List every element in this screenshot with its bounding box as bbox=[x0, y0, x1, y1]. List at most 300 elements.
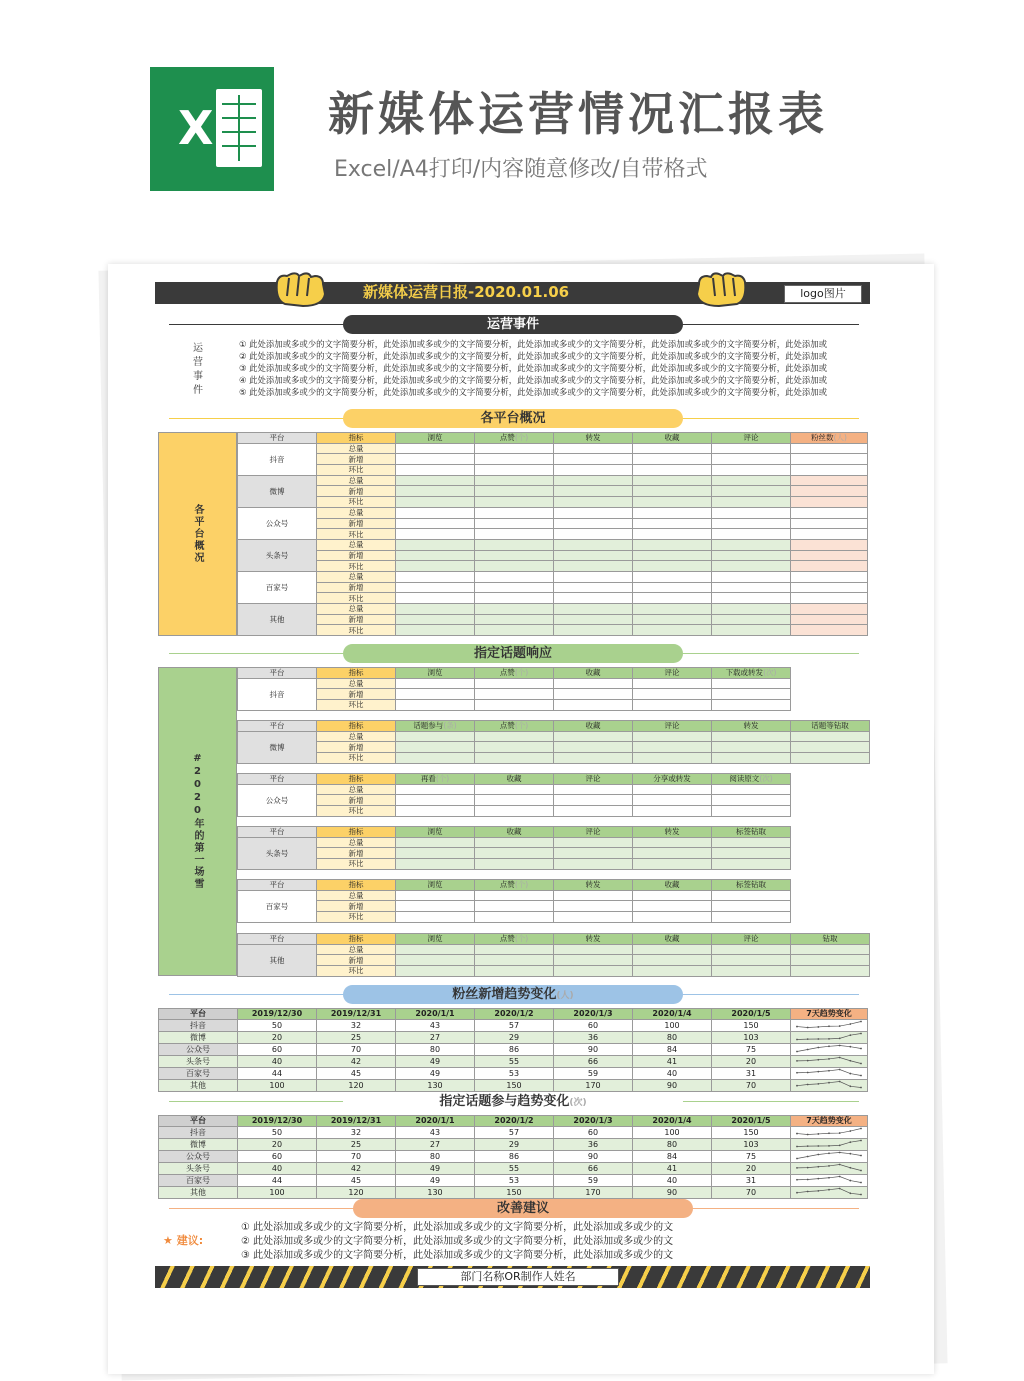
value-cell: 100 bbox=[633, 1126, 712, 1138]
sparkline-point bbox=[817, 1070, 819, 1072]
column-header bbox=[238, 721, 317, 732]
value-cell: 103 bbox=[712, 1138, 791, 1150]
value-cell: 100 bbox=[238, 1186, 317, 1198]
data-cell bbox=[475, 486, 554, 497]
table-row bbox=[238, 497, 868, 508]
column-header-label: 收藏 bbox=[664, 880, 680, 890]
column-header: 2020/1/3 bbox=[554, 1009, 633, 1020]
column-header-label: 浏览 bbox=[427, 433, 443, 443]
overview-side-label: 各平台概况 bbox=[158, 432, 237, 636]
table-row bbox=[238, 443, 868, 454]
column-header-unit: (个) bbox=[435, 774, 450, 784]
table-header-row bbox=[238, 433, 868, 444]
table-row bbox=[238, 901, 791, 912]
value-cell: 60 bbox=[554, 1019, 633, 1031]
value-cell: 150 bbox=[712, 1019, 791, 1031]
value-cell: 40 bbox=[238, 1055, 317, 1067]
value-cell: 86 bbox=[475, 1043, 554, 1055]
column-header bbox=[317, 668, 396, 679]
data-cell bbox=[554, 465, 633, 476]
sparkline-cell bbox=[791, 1150, 868, 1162]
sparkline-point bbox=[860, 1139, 862, 1141]
data-cell bbox=[633, 848, 712, 859]
value-cell: 170 bbox=[554, 1079, 633, 1091]
value-cell: 70 bbox=[712, 1186, 791, 1198]
column-header-label: 阅读原文 bbox=[729, 774, 760, 784]
data-cell bbox=[554, 443, 633, 454]
column-header-label: 指标 bbox=[348, 668, 364, 678]
data-cell bbox=[396, 731, 475, 742]
metric-cell: 总量 bbox=[317, 731, 396, 742]
platform-cell: 其他 bbox=[159, 1186, 238, 1198]
data-cell bbox=[712, 593, 791, 604]
data-cell bbox=[712, 966, 791, 977]
column-header-label: 收藏 bbox=[506, 774, 522, 784]
data-cell bbox=[396, 678, 475, 689]
suggestion-line: ① 此处添加或多或少的文字简要分析，此处添加或多或少的文字简要分析，此处添加或多或少的文 bbox=[241, 1222, 674, 1233]
sparkline-point bbox=[817, 1177, 819, 1179]
sparkline-point bbox=[796, 1145, 798, 1147]
column-header bbox=[554, 827, 633, 838]
column-header-label: 评论 bbox=[585, 827, 601, 837]
data-cell bbox=[554, 700, 633, 711]
data-cell bbox=[554, 550, 633, 561]
sparkline-point bbox=[807, 1133, 809, 1135]
sparkline-point bbox=[839, 1037, 841, 1039]
data-cell bbox=[554, 742, 633, 753]
table-row bbox=[159, 1019, 868, 1031]
column-header bbox=[238, 774, 317, 785]
data-cell bbox=[396, 582, 475, 593]
sparkline-point bbox=[817, 1038, 819, 1040]
data-cell bbox=[633, 518, 712, 529]
data-cell bbox=[633, 784, 712, 795]
data-cell bbox=[633, 901, 712, 912]
data-cell bbox=[554, 689, 633, 700]
data-cell bbox=[633, 529, 712, 540]
metric-cell: 新增 bbox=[317, 901, 396, 912]
sparkline-point bbox=[849, 1179, 851, 1181]
table-row bbox=[238, 912, 791, 923]
value-cell: 25 bbox=[317, 1138, 396, 1150]
data-cell bbox=[475, 731, 554, 742]
data-cell bbox=[475, 614, 554, 625]
metric-cell: 新增 bbox=[317, 518, 396, 529]
table-row bbox=[159, 1186, 868, 1198]
table-row bbox=[159, 1031, 868, 1043]
data-cell bbox=[396, 966, 475, 977]
metric-cell: 环比 bbox=[317, 966, 396, 977]
platform-cell: 抖音 bbox=[238, 443, 317, 475]
sparkline-point bbox=[860, 1086, 862, 1088]
data-cell bbox=[396, 561, 475, 572]
column-header bbox=[712, 880, 791, 891]
star-icon: ★ bbox=[163, 1234, 173, 1247]
data-cell bbox=[791, 614, 868, 625]
data-cell bbox=[712, 625, 791, 636]
data-cell bbox=[791, 529, 868, 540]
metric-cell: 总量 bbox=[317, 890, 396, 901]
sparkline-point bbox=[849, 1034, 851, 1036]
logo-placeholder[interactable]: logo图片 bbox=[784, 285, 862, 303]
column-header-label: 下载或转发 bbox=[725, 668, 764, 678]
metric-cell: 新增 bbox=[317, 955, 396, 966]
column-header bbox=[475, 774, 554, 785]
column-header-label: 收藏 bbox=[506, 827, 522, 837]
platform-cell: 头条号 bbox=[238, 837, 317, 869]
platform-cell: 其他 bbox=[159, 1079, 238, 1091]
column-header-label: 指标 bbox=[348, 433, 364, 443]
value-cell: 27 bbox=[396, 1138, 475, 1150]
data-cell bbox=[475, 561, 554, 572]
platform-cell: 微博 bbox=[159, 1138, 238, 1150]
metric-cell: 环比 bbox=[317, 529, 396, 540]
column-header-label: 浏览 bbox=[427, 880, 443, 890]
column-header bbox=[475, 668, 554, 679]
sparkline-point bbox=[839, 1151, 841, 1153]
metric-cell: 新增 bbox=[317, 742, 396, 753]
value-cell: 60 bbox=[554, 1126, 633, 1138]
sparkline-point bbox=[849, 1130, 851, 1132]
value-cell: 20 bbox=[712, 1162, 791, 1174]
data-cell bbox=[475, 593, 554, 604]
data-cell bbox=[475, 571, 554, 582]
column-header bbox=[712, 827, 791, 838]
data-cell bbox=[475, 539, 554, 550]
data-cell bbox=[396, 700, 475, 711]
data-cell bbox=[712, 912, 791, 923]
column-header bbox=[712, 668, 791, 679]
data-cell bbox=[633, 625, 712, 636]
table-row bbox=[238, 678, 791, 689]
data-cell bbox=[475, 582, 554, 593]
sparkline-point bbox=[817, 1190, 819, 1192]
sparkline-point bbox=[860, 1154, 862, 1156]
data-cell bbox=[475, 475, 554, 486]
data-cell bbox=[554, 507, 633, 518]
data-cell bbox=[396, 486, 475, 497]
value-cell: 43 bbox=[396, 1019, 475, 1031]
data-cell bbox=[712, 955, 791, 966]
value-cell: 40 bbox=[633, 1174, 712, 1186]
suggestions-pill: 改善建议 bbox=[353, 1199, 693, 1218]
data-cell bbox=[554, 784, 633, 795]
data-cell bbox=[712, 890, 791, 901]
value-cell: 31 bbox=[712, 1174, 791, 1186]
table-row bbox=[238, 955, 870, 966]
data-cell bbox=[712, 486, 791, 497]
events-pill: 运营事件 bbox=[343, 315, 683, 334]
metric-cell: 新增 bbox=[317, 848, 396, 859]
sparkline-point bbox=[796, 1060, 798, 1062]
column-header-label: 分享或转发 bbox=[653, 774, 691, 784]
table-row bbox=[238, 689, 791, 700]
sparkline-point bbox=[807, 1059, 809, 1061]
sparkline bbox=[793, 1127, 865, 1136]
platform-cell: 抖音 bbox=[238, 678, 317, 710]
value-cell: 55 bbox=[475, 1055, 554, 1067]
column-header-label: 指标 bbox=[348, 880, 364, 890]
sparkline-point bbox=[796, 1132, 798, 1134]
column-header bbox=[238, 934, 317, 945]
sparkline-point bbox=[860, 1047, 862, 1049]
column-header bbox=[317, 880, 396, 891]
column-header: 2019/12/31 bbox=[317, 1116, 396, 1127]
data-cell bbox=[554, 614, 633, 625]
data-cell bbox=[633, 604, 712, 615]
page-subtitle: Excel/A4打印/内容随意修改/自带格式 bbox=[334, 157, 708, 182]
value-cell: 49 bbox=[396, 1162, 475, 1174]
value-cell: 55 bbox=[475, 1162, 554, 1174]
sparkline-point bbox=[807, 1083, 809, 1085]
column-header-label: 收藏 bbox=[664, 934, 680, 944]
sparkline-point bbox=[796, 1167, 798, 1169]
value-cell: 45 bbox=[317, 1174, 396, 1186]
data-cell bbox=[554, 848, 633, 859]
sparkline-cell bbox=[791, 1067, 868, 1079]
column-header-label: 点赞 bbox=[499, 721, 515, 731]
metric-cell: 环比 bbox=[317, 593, 396, 604]
sparkline bbox=[793, 1056, 865, 1065]
table-row bbox=[159, 1043, 868, 1055]
column-header-label: 话题参与 bbox=[413, 721, 444, 731]
value-cell: 42 bbox=[317, 1055, 396, 1067]
data-cell bbox=[712, 795, 791, 806]
data-cell bbox=[554, 901, 633, 912]
column-header bbox=[554, 934, 633, 945]
data-cell bbox=[396, 689, 475, 700]
platform-cell: 公众号 bbox=[238, 507, 317, 539]
data-cell bbox=[712, 901, 791, 912]
suggestions-label: ★ 建议: bbox=[163, 1234, 204, 1247]
column-header bbox=[633, 668, 712, 679]
column-header-label: 转发 bbox=[664, 827, 680, 837]
data-cell bbox=[475, 465, 554, 476]
sparkline-point bbox=[828, 1045, 830, 1047]
data-cell bbox=[396, 912, 475, 923]
column-header-label: 点赞 bbox=[499, 934, 515, 944]
data-cell bbox=[712, 689, 791, 700]
topic-side-label: #2020年的第一场雪 bbox=[158, 667, 237, 976]
sparkline-cell bbox=[791, 1055, 868, 1067]
data-cell bbox=[554, 753, 633, 764]
column-header bbox=[317, 433, 396, 444]
value-cell: 75 bbox=[712, 1150, 791, 1162]
data-cell bbox=[633, 689, 712, 700]
table-row bbox=[238, 944, 870, 955]
metric-cell: 总量 bbox=[317, 604, 396, 615]
metric-cell: 新增 bbox=[317, 454, 396, 465]
data-cell bbox=[475, 454, 554, 465]
sparkline-point bbox=[807, 1166, 809, 1168]
sparkline-point bbox=[839, 1163, 841, 1165]
sparkline bbox=[793, 1080, 865, 1089]
platform-cell: 百家号 bbox=[159, 1067, 238, 1079]
sparkline-point bbox=[849, 1141, 851, 1143]
data-cell bbox=[475, 955, 554, 966]
suggestion-line: ③ 此处添加或多或少的文字简要分析，此处添加或多或少的文字简要分析，此处添加或多或少的文 bbox=[241, 1250, 674, 1261]
sparkline-point bbox=[849, 1023, 851, 1025]
data-cell bbox=[554, 539, 633, 550]
data-cell bbox=[712, 604, 791, 615]
column-header bbox=[633, 774, 712, 785]
column-header: 2020/1/1 bbox=[396, 1009, 475, 1020]
sparkline-point bbox=[817, 1133, 819, 1135]
column-header: 2019/12/30 bbox=[238, 1116, 317, 1127]
column-header bbox=[238, 433, 317, 444]
data-cell bbox=[712, 529, 791, 540]
column-header-label: 平台 bbox=[269, 668, 285, 678]
column-header-label: 平台 bbox=[269, 827, 285, 837]
column-header bbox=[238, 668, 317, 679]
sparkline bbox=[793, 1032, 865, 1041]
value-cell: 36 bbox=[554, 1031, 633, 1043]
column-header bbox=[633, 433, 712, 444]
column-header-label: 标签钻取 bbox=[736, 880, 766, 890]
data-cell bbox=[475, 529, 554, 540]
column-header bbox=[554, 880, 633, 891]
column-header-label: 评论 bbox=[585, 774, 601, 784]
data-cell bbox=[554, 454, 633, 465]
platform-cell: 百家号 bbox=[159, 1174, 238, 1186]
data-cell bbox=[712, 561, 791, 572]
sparkline-point bbox=[817, 1165, 819, 1167]
column-header-unit: (次) bbox=[763, 668, 777, 678]
banner-title: 新媒体运营日报-2020.01.06 bbox=[363, 283, 570, 301]
platform-cell: 微博 bbox=[238, 731, 317, 763]
report-sheet bbox=[155, 282, 870, 1288]
value-cell: 32 bbox=[317, 1019, 396, 1031]
value-cell: 100 bbox=[238, 1079, 317, 1091]
column-header: 2020/1/1 bbox=[396, 1116, 475, 1127]
data-cell bbox=[396, 742, 475, 753]
data-cell bbox=[396, 518, 475, 529]
data-cell bbox=[712, 859, 791, 870]
column-header bbox=[475, 433, 554, 444]
event-line: ⑤ 此处添加或多或少的文字简要分析，此处添加或多或少的文字简要分析，此处添加或多或少的文字简要分析，此处添加或多或少的文字简要分析，此处添加或 bbox=[239, 387, 828, 397]
data-cell bbox=[791, 518, 868, 529]
sparkline-point bbox=[860, 1181, 862, 1183]
data-cell bbox=[396, 454, 475, 465]
data-cell bbox=[633, 955, 712, 966]
sparkline-point bbox=[849, 1152, 851, 1154]
value-cell: 80 bbox=[633, 1031, 712, 1043]
table-row bbox=[238, 731, 870, 742]
data-cell bbox=[633, 497, 712, 508]
data-cell bbox=[712, 742, 791, 753]
fans-trend-pill: 粉丝新增趋势变化(人) bbox=[343, 985, 683, 1004]
data-cell bbox=[396, 625, 475, 636]
data-cell bbox=[475, 700, 554, 711]
data-cell bbox=[475, 966, 554, 977]
data-cell bbox=[475, 443, 554, 454]
data-cell bbox=[554, 859, 633, 870]
data-cell bbox=[633, 966, 712, 977]
sparkline-cell bbox=[791, 1186, 868, 1198]
data-cell bbox=[475, 625, 554, 636]
data-cell bbox=[791, 944, 870, 955]
sparkline-point bbox=[796, 1178, 798, 1180]
sparkline-point bbox=[849, 1166, 851, 1168]
column-header-label: 转发 bbox=[585, 934, 601, 944]
table-row bbox=[159, 1174, 868, 1186]
column-header bbox=[475, 880, 554, 891]
sparkline-point bbox=[828, 1132, 830, 1134]
data-cell bbox=[554, 497, 633, 508]
value-cell: 27 bbox=[396, 1031, 475, 1043]
sparkline-point bbox=[828, 1069, 830, 1071]
data-cell bbox=[633, 859, 712, 870]
data-cell bbox=[633, 795, 712, 806]
column-header-label: 平台 bbox=[269, 774, 285, 784]
column-header bbox=[633, 721, 712, 732]
data-cell bbox=[791, 475, 868, 486]
value-cell: 59 bbox=[554, 1174, 633, 1186]
value-cell: 31 bbox=[712, 1067, 791, 1079]
column-header: 2019/12/30 bbox=[238, 1009, 317, 1020]
sparkline-point bbox=[828, 1081, 830, 1083]
table-header-row bbox=[159, 1009, 868, 1020]
topic-table-3 bbox=[237, 826, 791, 870]
data-cell bbox=[633, 700, 712, 711]
data-cell bbox=[791, 561, 868, 572]
platform-cell: 微博 bbox=[238, 475, 317, 507]
data-cell bbox=[712, 454, 791, 465]
events-side-label: 运营事件 bbox=[193, 343, 203, 396]
sparkline-cell bbox=[791, 1126, 868, 1138]
column-header-label: 点赞 bbox=[499, 880, 515, 890]
sparkline-point bbox=[828, 1152, 830, 1154]
sparkline-point bbox=[807, 1038, 809, 1040]
sparkline-point bbox=[807, 1178, 809, 1180]
platform-cell: 头条号 bbox=[159, 1162, 238, 1174]
sparkline-point bbox=[860, 1020, 862, 1022]
data-cell bbox=[396, 614, 475, 625]
data-cell bbox=[633, 837, 712, 848]
data-cell bbox=[712, 700, 791, 711]
topic-table-1 bbox=[237, 720, 870, 764]
column-header bbox=[712, 721, 791, 732]
metric-cell: 环比 bbox=[317, 859, 396, 870]
topic-pill: 指定话题响应 bbox=[343, 644, 683, 663]
sparkline-point bbox=[796, 1025, 798, 1027]
sparkline-cell bbox=[791, 1031, 868, 1043]
data-cell bbox=[633, 731, 712, 742]
column-header bbox=[791, 721, 870, 732]
data-cell bbox=[396, 901, 475, 912]
value-cell: 60 bbox=[238, 1043, 317, 1055]
value-cell: 49 bbox=[396, 1055, 475, 1067]
table-row bbox=[238, 890, 791, 901]
value-cell: 150 bbox=[475, 1186, 554, 1198]
value-cell: 66 bbox=[554, 1055, 633, 1067]
sparkline-point bbox=[807, 1071, 809, 1073]
sparkline-point bbox=[849, 1045, 851, 1047]
column-header bbox=[633, 880, 712, 891]
value-cell: 40 bbox=[633, 1067, 712, 1079]
column-header-label: 话题等钻取 bbox=[811, 721, 849, 731]
value-cell: 70 bbox=[317, 1150, 396, 1162]
metric-cell: 总量 bbox=[317, 475, 396, 486]
sparkline-point bbox=[828, 1165, 830, 1167]
platform-cell: 其他 bbox=[238, 944, 317, 976]
value-cell: 42 bbox=[317, 1162, 396, 1174]
data-cell bbox=[475, 901, 554, 912]
column-header-unit: (次) bbox=[759, 774, 773, 784]
data-cell bbox=[712, 784, 791, 795]
data-cell bbox=[554, 593, 633, 604]
sparkline-point bbox=[817, 1046, 819, 1048]
